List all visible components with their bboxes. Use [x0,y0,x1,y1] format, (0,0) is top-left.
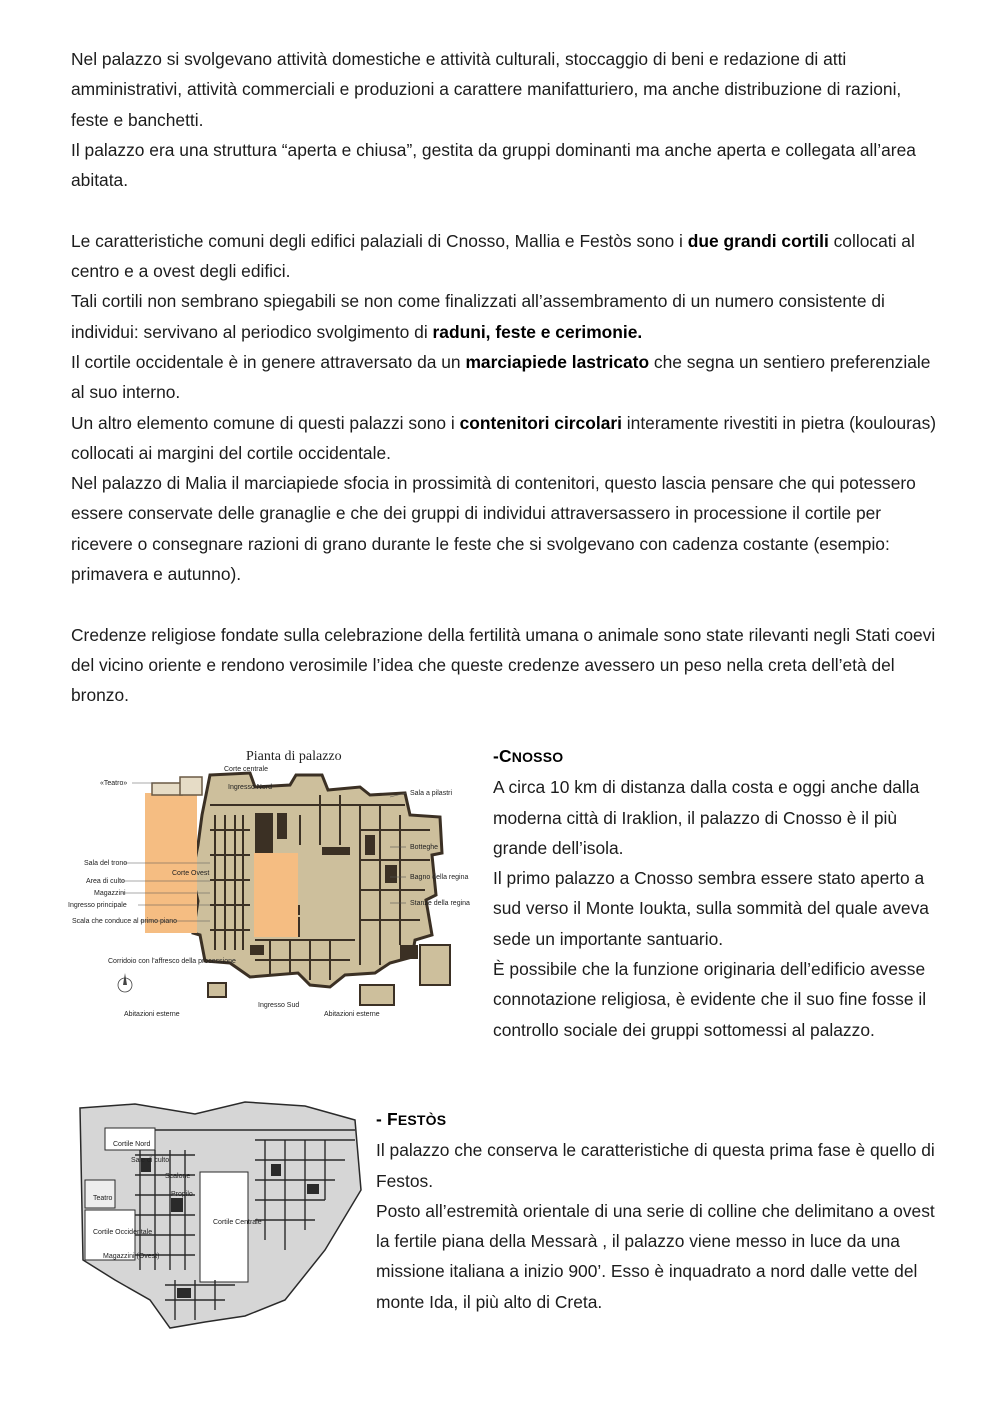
svg-text:Corte Ovest: Corte Ovest [172,870,210,877]
compass-icon [118,973,132,992]
svg-text:Cortile Centrale: Cortile Centrale [213,1219,262,1226]
svg-text:Teatro: Teatro [93,1195,113,1202]
svg-text:Ingresso Sud: Ingresso Sud [258,1002,300,1009]
svg-text:Sala del trono: Sala del trono [84,860,128,867]
svg-text:Sala a pilastri: Sala a pilastri [410,790,453,797]
svg-text:Cortile Occidentale: Cortile Occidentale [93,1229,153,1236]
cnosso-paragraph-3: È possibile che la funzione originaria dell’edificio avesse connotazione religiosa, è evidente che il suo fine fosse il controllo sociale dei gruppi sottomessi al palazzo. [493,959,927,1040]
highlight-contenitori: contenitori circolari [459,412,622,433]
festos-teatro [85,1180,115,1208]
intro-paragraph-8: Credenze religiose fondate sulla celebrazione della fertilità umana o animale sono state rilevanti negli Stati coevi del vicino oriente e rendono verosimile l’idea che queste credenze avessero un peso nella creta dell’età del bronzo. [71,624,936,706]
highlight-due-grandi-cortili: due grandi cortili [687,230,829,251]
highlight-marciapiede: marciapiede lastricato [465,351,650,372]
svg-text:Botteghe: Botteghe [410,844,439,851]
svg-text:Cortile Nord: Cortile Nord [113,1141,151,1148]
svg-text:Abitazioni esterne: Abitazioni esterne [324,1011,380,1018]
intro-text [71,44,941,711]
svg-text:Propilo: Propilo [171,1191,193,1198]
cnosso-plan-figure [60,735,470,1020]
festos-plan-svg [75,1100,365,1330]
svg-text:Ingresso principale: Ingresso principale [68,902,127,909]
festos-heading: - FESTÒS [376,1109,447,1129]
intro-paragraph-6: Un altro elemento comune di questi palazzi sono i contenitori circolari interamente rivestiti in pietra (koulouras) collocati ai margini del cortile occidentale. [71,412,937,463]
cnosso-section [493,741,933,1045]
svg-text:Ingresso Nord: Ingresso Nord [228,784,272,791]
intro-paragraph-7: Nel palazzo di Malia il marciapiede sfocia in prossimità di contenitori, questo lascia pensare che qui potessero essere conservate delle granaglie e che dei gruppi di individui attraversassero in processione il cortile per ricevere o consegnare razioni di grano durante le feste che si svolgevano con cadenza costante (esempio: primavera e autunno). [71,473,916,585]
cnosso-heading: -CNOSSO [493,746,564,766]
cnosso-corte-centrale [254,853,298,937]
intro-paragraph-4: Tali cortili non sembrano spiegabili se non come finalizzati all’assembramento di un numero consistente di individui: servivano al periodico svolgimento di raduni, feste e cerimonie. [71,291,885,342]
svg-text:Bagno della regina: Bagno della regina [410,874,469,881]
svg-text:Scalone: Scalone [165,1173,191,1180]
highlight-raduni: raduni, feste e cerimonie. [432,321,643,342]
svg-text:Magazzini: Magazzini [94,890,126,897]
cnosso-paragraph-2: Il primo palazzo a Cnosso sembra essere stato aperto a sud verso il Monte Ioukta, sulla sommità del quale aveva sede un importante santuario. [493,868,929,949]
intro-paragraph-5: Il cortile occidentale è in genere attraversato da un marciapiede lastricato che segna un sentiero preferenziale al suo interno. [71,351,931,403]
festos-section [376,1104,936,1317]
svg-text:Area di culto: Area di culto [86,878,125,885]
svg-text:Corridoio con l’affresco della: Corridoio con l’affresco della processione [108,958,236,965]
intro-paragraph-2: Il palazzo era una struttura “aperta e chiusa”, gestita da gruppi dominanti ma anche aperta e collegata all’area abitata. [71,139,916,191]
svg-text:Corte centrale: Corte centrale [224,766,268,773]
plan-title: Pianta di palazzo [246,749,342,764]
festos-paragraph-1: Il palazzo che conserva le caratteristiche di questa prima fase è quello di Festos. [376,1140,935,1191]
festos-plan-figure [75,1100,365,1330]
svg-text:Stanze della regina: Stanze della regina [410,900,470,907]
intro-paragraph-1: Nel palazzo si svolgevano attività domestiche e attività culturali, stoccaggio di beni e redazione di atti amministrativi, attività commerciali e produzioni a carattere manifatturiero, ma anche distribuzione di razioni, feste e banchetti. [71,49,902,130]
svg-text:Abitazioni esterne: Abitazioni esterne [124,1011,180,1018]
cnosso-teatro [152,777,202,795]
festos-cortile-centrale [200,1172,248,1282]
svg-text:Scala che conduce al primo pia: Scala che conduce al primo piano [72,918,178,925]
svg-text:«Teatro»: «Teatro» [100,780,128,787]
cnosso-plan-svg [60,735,470,1020]
intro-paragraph-3: Le caratteristiche comuni degli edifici palaziali di Cnosso, Mallia e Festòs sono i due grandi cortili collocati al centro e a ovest degli edifici. [71,230,915,282]
festos-paragraph-2: Posto all’estremità orientale di una serie di colline che delimitano a ovest la fertile piana della Messarà , il palazzo viene messo in luce da una missione italiana a inizio 900’. Esso è inquadrato a nord dalle vette del monte Ida, il più alto di Creta. [376,1200,935,1312]
cnosso-paragraph-1: A circa 10 km di distanza dalla costa e oggi anche dalla moderna città di Iraklion, il palazzo di Cnosso è il più grande dell’isola. [493,777,920,858]
svg-text:Sale di culto: Sale di culto [131,1157,170,1164]
svg-text:Magazzini (Ovest): Magazzini (Ovest) [103,1253,160,1260]
